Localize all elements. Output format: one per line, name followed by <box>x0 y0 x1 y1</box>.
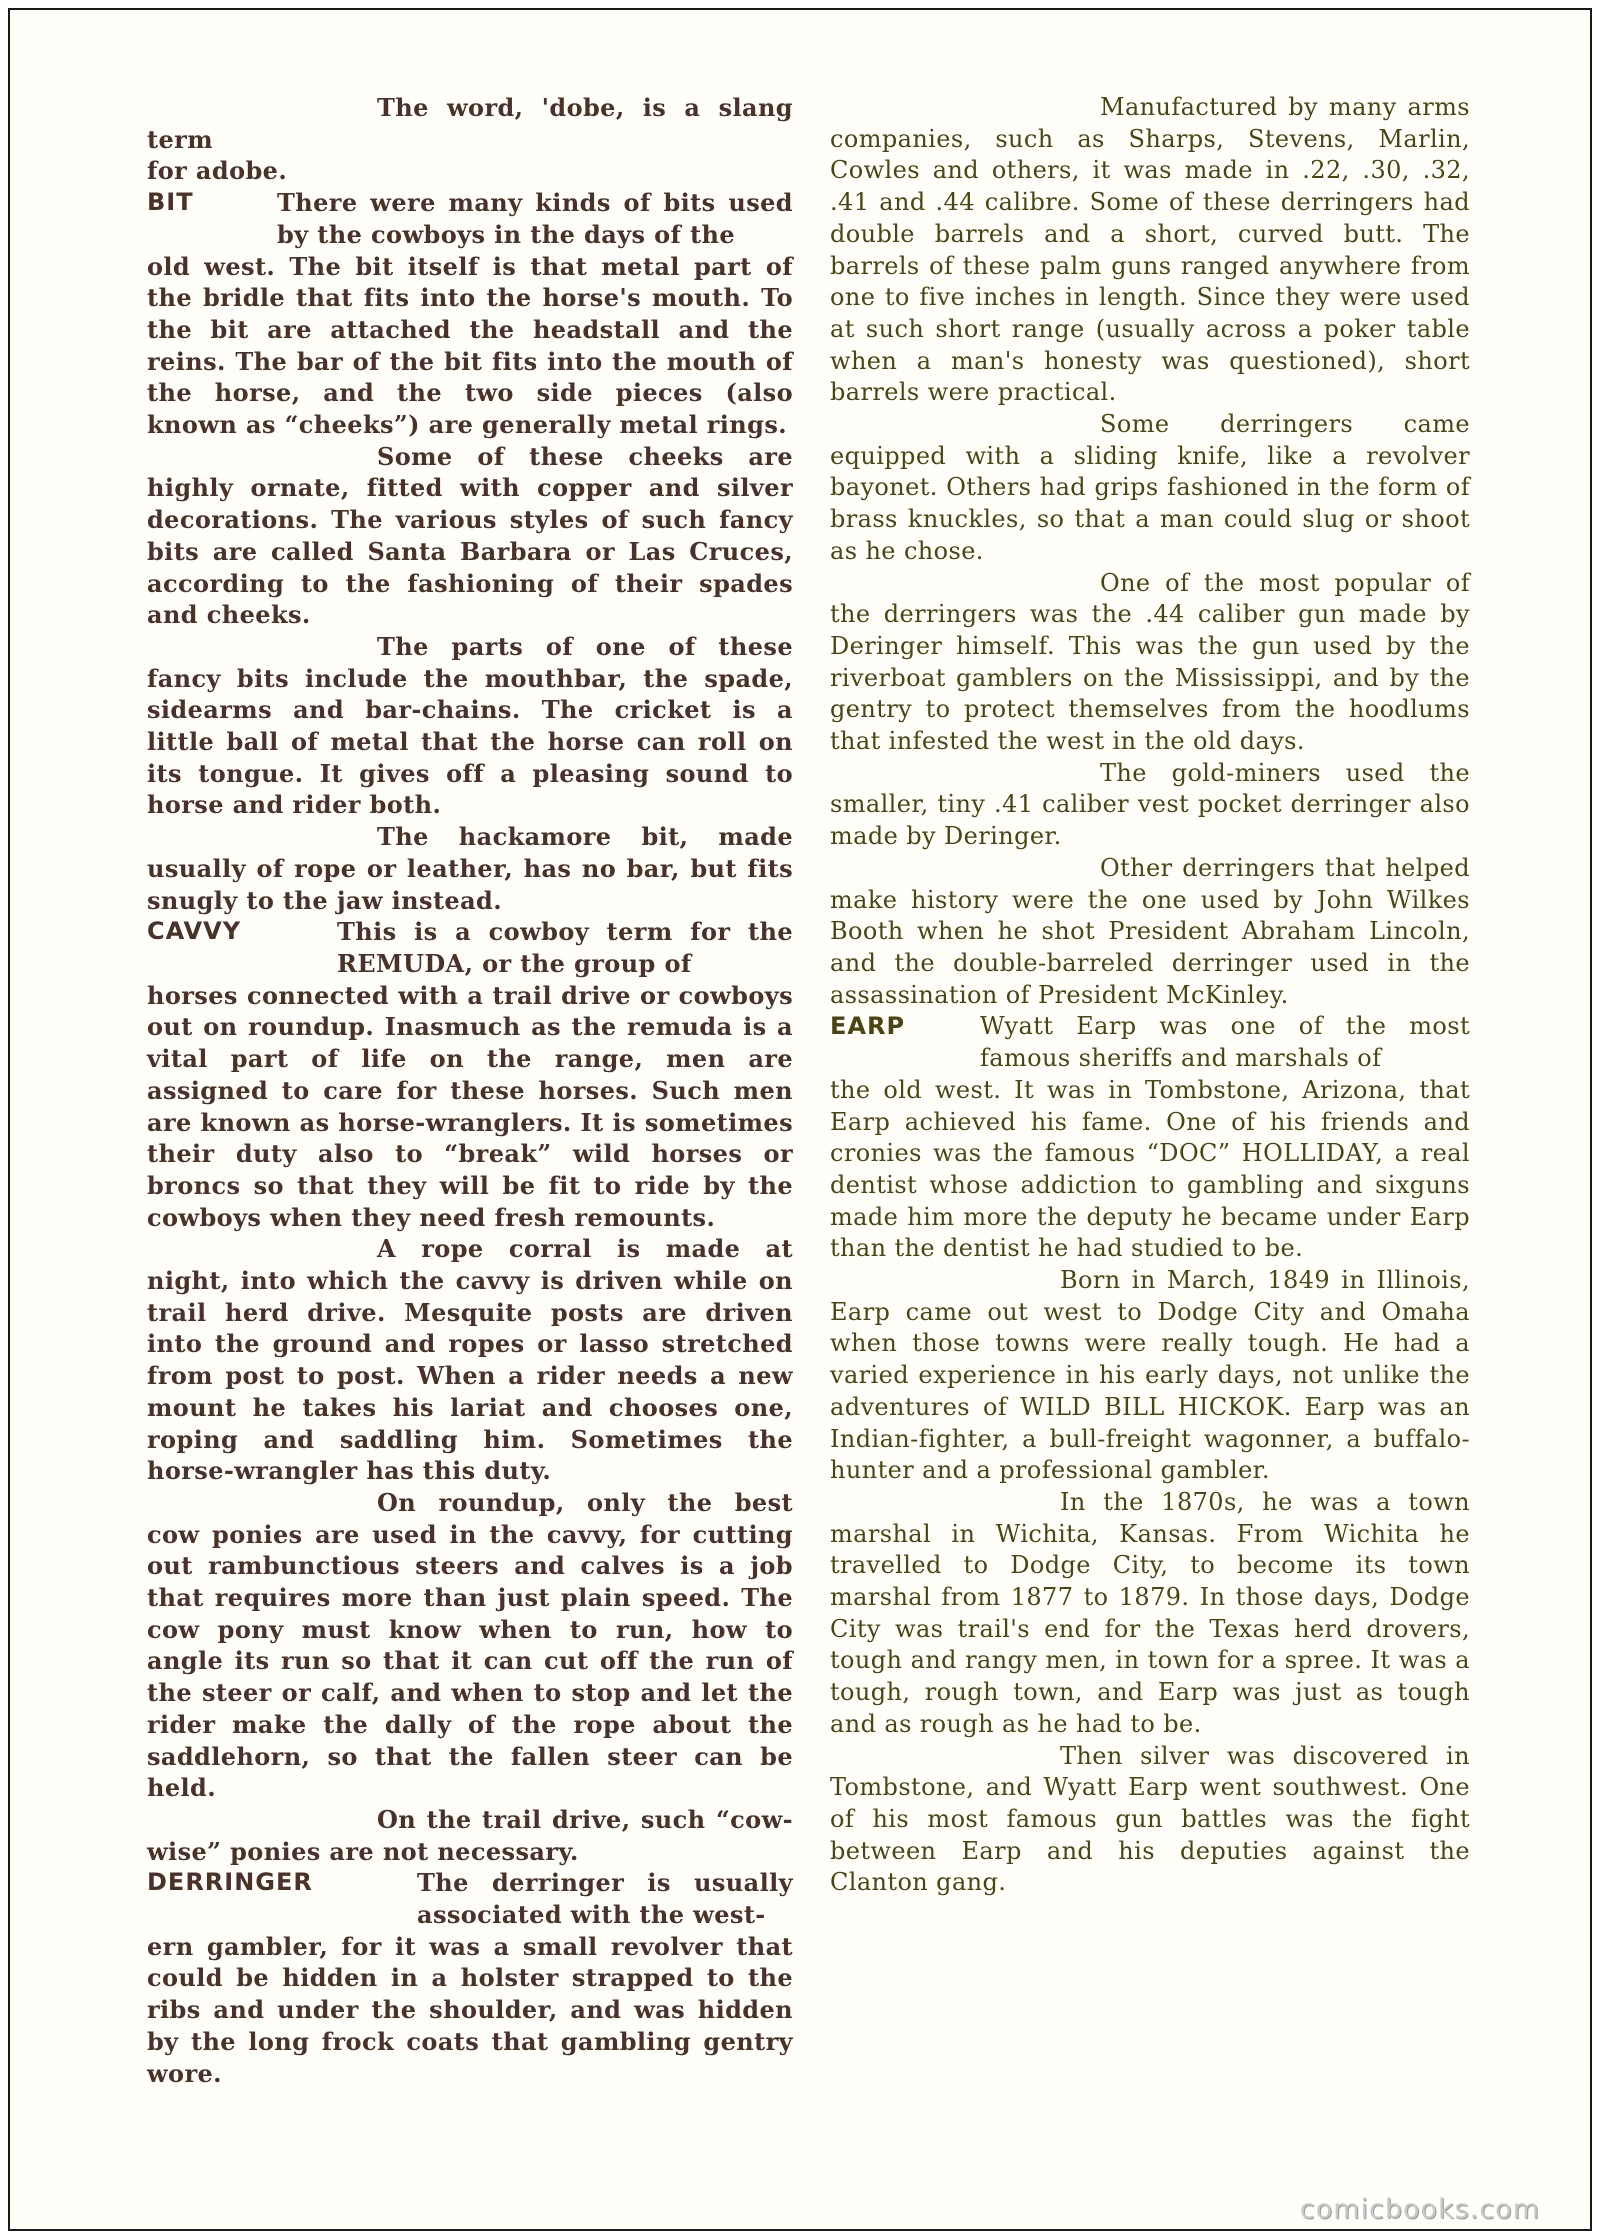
entry-earp <box>830 1011 1470 1074</box>
entry-derringer <box>147 1867 793 1930</box>
paragraph: On roundup, only the best cow ponies are used in the cavvy, for cutting out rambunctious steers and calves is a job that requires more than just plain speed. The cow pony must know when to run, how to angle its run so that it can cut off the run of the steer or calf, and when to stop and let the rider make the dally of the rope about the saddlehorn, so that the fallen steer can be held. <box>147 1487 793 1803</box>
entry-hang-text: There were many kinds of bits used by the cowboys in the days of the <box>277 188 793 249</box>
paragraph: Some of these cheeks are highly ornate, fitted with copper and silver decorations. The various styles of such fancy bits are called Santa Barbara or Las Cruces, according to the fashioning of their spades and cheeks. <box>147 441 793 630</box>
paragraph: A rope corral is made at night, into which the cavvy is driven while on trail herd drive. Mesquite posts are driven into the ground and ropes or lasso stretched from post to post. When a rider needs a new mount he takes his lariat and chooses one, roping and saddling him. Sometimes the horse-wrangler has this duty. <box>147 1234 793 1486</box>
entry-cavvy <box>147 916 793 979</box>
intro-line-end: for adobe. <box>147 156 288 186</box>
entry-bit <box>147 187 793 250</box>
right-column <box>830 92 1470 1899</box>
paragraph: The parts of one of these fancy bits include the mouthbar, the spade, sidearms and bar-chains. The cricket is a little ball of metal that the horse can roll on its tongue. It gives off a pleasing sound to horse and rider both. <box>147 631 793 820</box>
paragraph: On the trail drive, such “cow-wise” ponies are not necessary. <box>147 1804 793 1866</box>
page-frame <box>8 8 1592 2231</box>
entry-term-earp: EARP <box>830 1012 906 1041</box>
intro-line: The word, 'dobe, is a slang term <box>147 93 793 154</box>
paragraph: The hackamore bit, made usually of rope or leather, has no bar, but fits snugly to the jaw instead. <box>147 822 793 915</box>
entry-term-bit: BIT <box>147 188 194 217</box>
paragraph: old west. The bit itself is that metal part of the bridle that fits into the horse's mouth. To the bit are attached the headstall and the reins. The bar of the bit fits into the mouth of the horse, and the two side pieces (also known as “cheeks”) are generally metal rings. <box>147 251 793 440</box>
paragraph: In the 1870s, he was a town marshal in Wichita, Kansas. From Wichita he travelled to Dodge City, to become its town marshal from 1877 to 1879. In those days, Dodge City was trail's end for the Texas herd drovers, tough and rangy men, in town for a spree. It was a tough, rough town, and Earp was just as tough and as rough as he had to be. <box>830 1487 1470 1738</box>
entry-term-cavvy: CAVVY <box>147 917 242 946</box>
paragraph: ern gambler, for it was a small revolver that could be hidden in a holster strapped to the ribs and under the shoulder, and was hidden by the long frock coats that gambling gentry wore. <box>147 1931 793 2088</box>
entry-hang-text: Wyatt Earp was one of the most famous sheriffs and marshals of <box>980 1012 1470 1073</box>
paragraph: Manufactured by many arms companies, such as Sharps, Stevens, Marlin, Cowles and others, it was made in .22, .30, .32, .41 and .44 calibre. Some of these derringers had double barrels and a short, curved butt. The barrels of these palm guns ranged anywhere from one to five inches in length. Since they were used at such short range (usually across a poker table when a man's honesty was questioned), short barrels were practical. <box>830 93 1470 407</box>
entry-hang-text: The derringer is usually associated with the west- <box>417 1868 793 1930</box>
entry-hang-text: This is a cowboy term for the REMUDA, or the group of <box>337 917 793 978</box>
paragraph: Other derringers that helped make history were the one used by John Wilkes Booth when he shot President Abraham Lincoln, and the double-barreled derringer used in the assassination of President McKinley. <box>830 853 1470 1009</box>
paragraph: Then silver was discovered in Tombstone, and Wyatt Earp went southwest. One of his most famous gun battles was the fight between Earp and his deputies against the Clanton gang. <box>830 1741 1470 1897</box>
paragraph: Born in March, 1849 in Illinois, Earp came out west to Dodge City and Omaha when those towns were really tough. He had a varied experience in his early days, not unlike the adventures of WILD BILL HICKOK. Earp was an Indian-fighter, a bull-freight wagonner, a buffalo-hunter and a professional gambler. <box>830 1266 1470 1485</box>
paragraph: the old west. It was in Tombstone, Arizona, that Earp achieved his fame. One of his friends and cronies was the famous “DOC” HOLLIDAY, a real dentist whose addiction to gambling and sixguns made him more the deputy he became under Earp than the dentist he had studied to be. <box>830 1075 1470 1263</box>
paragraph: One of the most popular of the derringers was the .44 caliber gun made by Deringer himself. This was the gun used by the riverboat gamblers on the Mississippi, and by the gentry to protect themselves from the hoodlums that infested the west in the old days. <box>830 568 1470 756</box>
left-column <box>147 92 793 2089</box>
watermark: comicbooks.com <box>1299 2194 1540 2225</box>
paragraph: horses connected with a trail drive or cowboys out on roundup. Inasmuch as the remuda is a vital part of life on the range, men are assigned to care for these horses. Such men are known as horse-wranglers. It is sometimes their duty also to “break” wild horses or broncs so that they will be fit to ride by the cowboys when they need fresh remounts. <box>147 980 793 1232</box>
entry-term-derringer: DERRINGER <box>147 1868 313 1897</box>
paragraph: The gold-miners used the smaller, tiny .41 caliber vest pocket derringer also made by Deringer. <box>830 758 1470 851</box>
paragraph: Some derringers came equipped with a sliding knife, like a revolver bayonet. Others had grips fashioned in the form of brass knuckles, so that a man could slug or shoot as he chose. <box>830 410 1470 565</box>
